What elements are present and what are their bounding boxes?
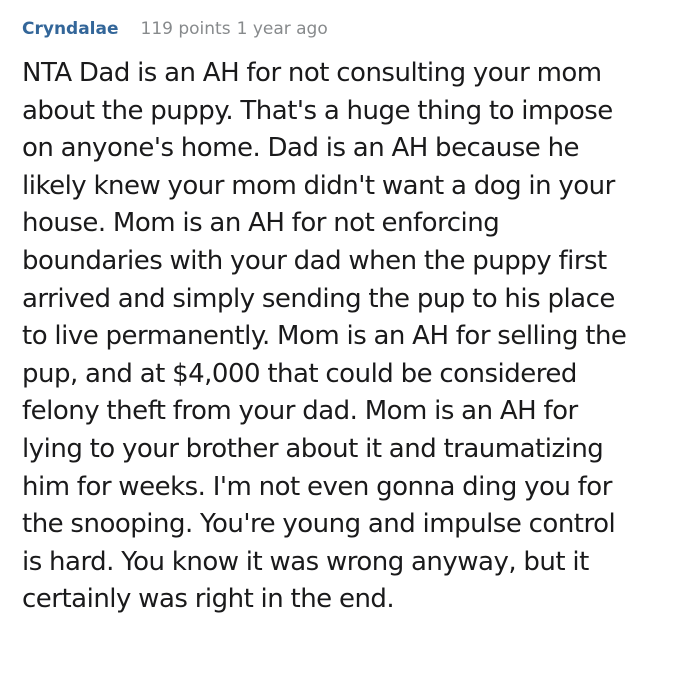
comment-line: NTA Dad is an AH for not consulting your mom: [22, 58, 602, 88]
comment-line: felony theft from your dad. Mom is an AH for: [22, 396, 578, 427]
comment-line: to live permanently. Mom is an AH for selling the: [22, 321, 627, 352]
comment-line: about the puppy. That's a huge thing to impose: [22, 95, 613, 126]
comment-line: certainly was right in the end.: [22, 584, 395, 615]
comment-line: on anyone's home. Dad is an AH because he: [22, 133, 580, 164]
comment-line: arrived and simply sending the pup to his place: [22, 283, 615, 314]
comment-line: lying to your brother about it and traumatizing: [22, 433, 604, 464]
comment-line: house. Mom is an AH for not enforcing: [22, 208, 500, 239]
author-link[interactable]: Cryndalae: [22, 19, 119, 39]
comment-line: likely knew your mom didn't want a dog in your: [22, 170, 615, 201]
comment-line: boundaries with your dad when the puppy first: [22, 245, 607, 276]
comment-age: 1 year ago: [236, 19, 328, 39]
comment-line: pup, and at $4,000 that could be considered: [22, 358, 577, 389]
comment-line: is hard. You know it was wrong anyway, but it: [22, 546, 589, 577]
comment-meta: [22, 15, 680, 43]
comment-body: [22, 55, 687, 619]
comment-line: him for weeks. I'm not even gonna ding you for: [22, 471, 612, 502]
comment-line: the snooping. You're young and impulse control: [22, 509, 616, 540]
points-count: 119 points: [140, 19, 231, 39]
